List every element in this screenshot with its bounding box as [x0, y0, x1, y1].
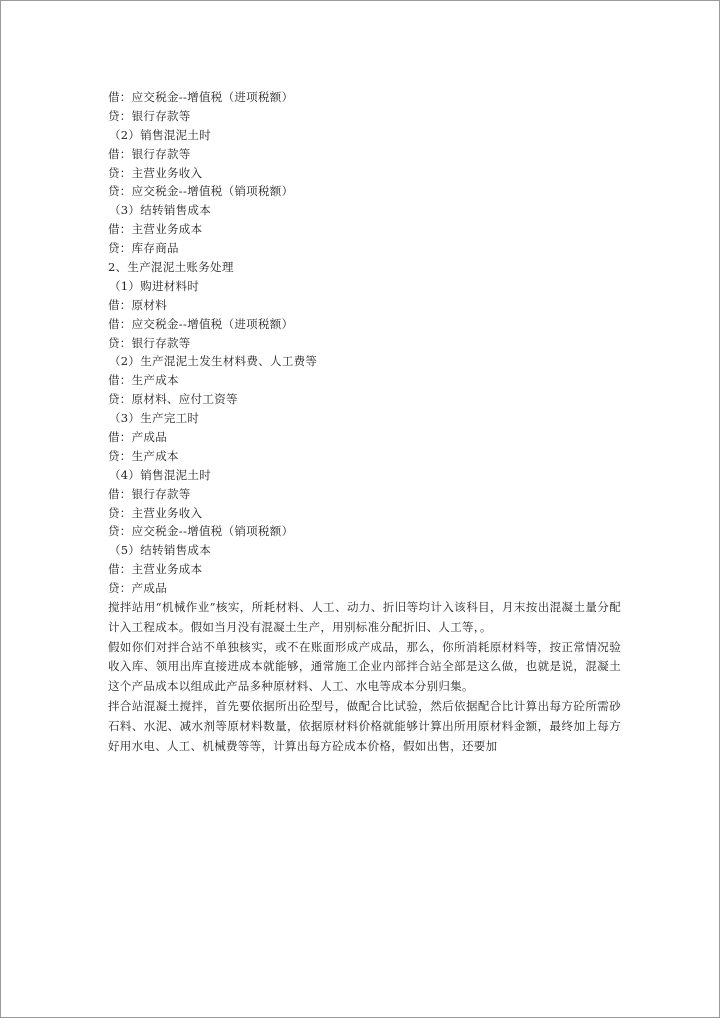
text-line: 借：主营业务成本 [108, 562, 203, 577]
text-line: （2）生产混泥土发生材料费、人工费等 [109, 354, 318, 369]
text-line: （3）结转销售成本 [109, 203, 212, 218]
body-paragraph: 搅拌站用“机械作业”核实，所耗材料、人工、动力、折旧等均计入该科目，月末按出混凝土量分配计入工程成本。假如当月没有混凝土生产，用别标准分配折旧、人工等，。 [108, 600, 621, 634]
text-line: 贷：应交税金--增值税（销项税额） [108, 184, 294, 199]
text-line: 借：应交税金--增值税（进项税额） [108, 90, 294, 104]
text-line: 借：应交税金--增值税（进项税额） [108, 316, 294, 331]
text-line: （5）结转销售成本 [109, 543, 212, 558]
text-line: 贷：银行存款等 [108, 108, 191, 123]
text-line: 借：主营业务成本 [108, 222, 203, 237]
text-line: 借：银行存款等 [108, 486, 191, 501]
text-line: 贷：银行存款等 [108, 335, 191, 350]
text-line: （3）生产完工时 [109, 411, 200, 426]
text-line: （1）购进材料时 [109, 278, 200, 293]
text-line: 贷：产成品 [108, 581, 167, 596]
text-line: 贷：主营业务收入 [108, 505, 203, 520]
text-line: （4）销售混泥土时 [109, 467, 212, 482]
text-line: 贷：主营业务收入 [108, 165, 203, 180]
text-line: 借：原材料 [108, 297, 167, 312]
text-line: 贷：原材料、应付工资等 [108, 392, 238, 407]
body-paragraph: 拌合站混凝土搅拌，首先要依据所出砼型号，做配合比试验，然后依据配合比计算出每方砼所需砂石料、水泥、减水剂等原材料数量，依据原材料价格就能够计算出所用原材料金额，最终加上每方好用水电、人工、机械费等等，计算出每方砼成本价格，假如出售，还要加 [108, 699, 621, 753]
text-line: 贷：库存商品 [108, 241, 179, 256]
document-body [108, 88, 621, 756]
text-line: 借：产成品 [108, 430, 167, 445]
body-paragraph: 假如你们对拌合站不单独核实，或不在账面形成产成品，那么，你所消耗原材料等，按正常情况验收入库、领用出库直接进成本就能够，通常施工企业内部拌合站全部是这么做，也就是说，混凝土这个产品成本以组成此产品多种原材料、人工、水电等成本分别归集。 [108, 639, 621, 694]
text-line: 贷：应交税金--增值税（销项税额） [108, 524, 294, 539]
text-line: 借：银行存款等 [108, 146, 191, 161]
text-line: （2）销售混泥土时 [109, 127, 212, 142]
section-heading: 2、生产混泥土账务处理 [108, 260, 234, 275]
text-line: 借：生产成本 [108, 373, 179, 388]
text-line: 贷：生产成本 [108, 448, 179, 463]
